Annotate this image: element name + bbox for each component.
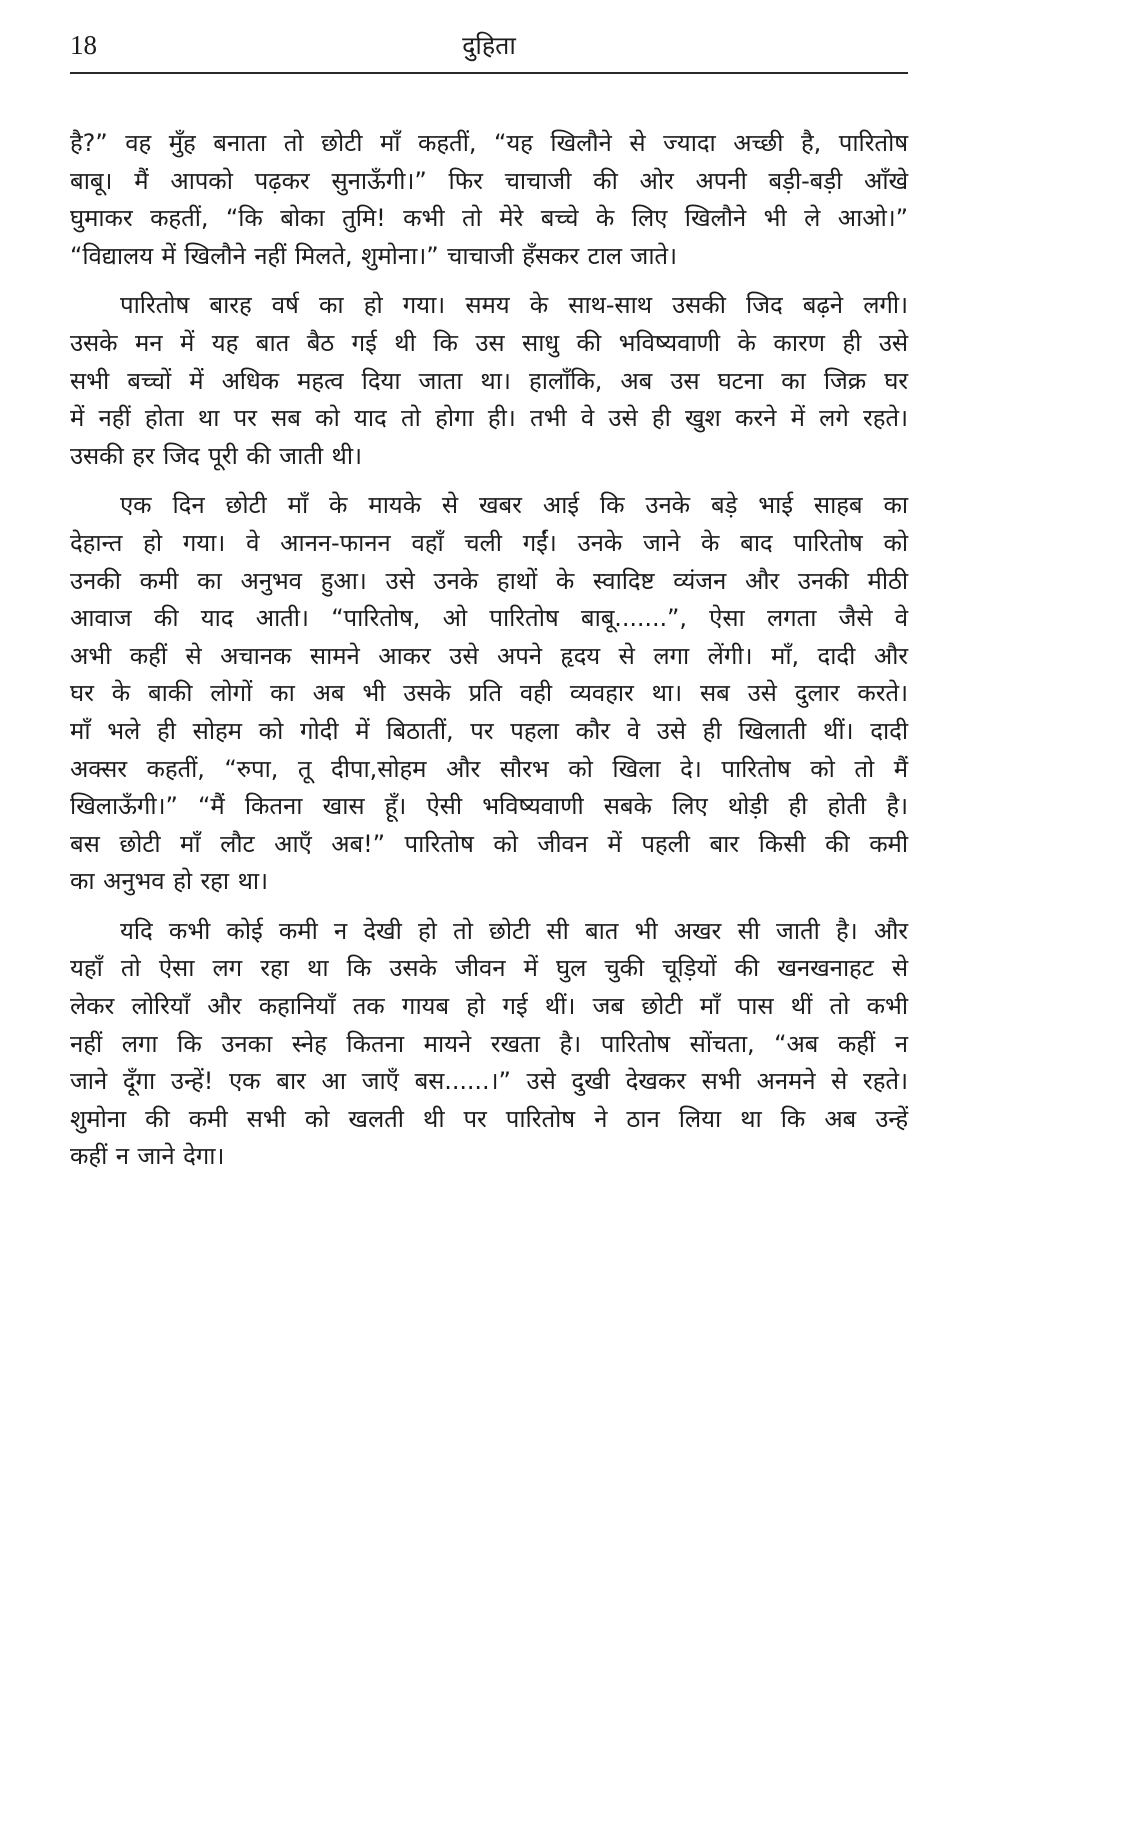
text-line: यहाँ तो ऐसा लग रहा था कि उसके जीवन में घुल चुकी चूड़ियों की खनखनाहट से xyxy=(70,954,908,983)
text-line: अभी कहीं से अचानक सामने आकर उसे अपने हृदय से लगा लेंगी। माँ, दादी और xyxy=(70,641,908,670)
text-line: सभी बच्चों में अधिक महत्व दिया जाता था। हालाँकि, अब उस घटना का जिक्र घर xyxy=(70,366,908,395)
text-line: जाने दूँगा उन्हें! एक बार आ जाएँ बस......।” उसे दुखी देखकर सभी अनमने से रहते। xyxy=(70,1067,908,1096)
text-line: कहीं न जाने देगा। xyxy=(70,1142,225,1171)
header-rule xyxy=(70,72,908,74)
text-line: आवाज की याद आती। “पारितोष, ओ पारितोष बाबू.......”, ऐसा लगता जैसे वे xyxy=(70,604,908,633)
page-header xyxy=(70,26,908,72)
text-line: पारितोष बारह वर्ष का हो गया। समय के साथ-साथ उसकी जिद बढ़ने लगी। xyxy=(120,291,908,320)
text-line: में नहीं होता था पर सब को याद तो होगा ही। तभी वे उसे ही खुश करने में लगे रहते। xyxy=(70,404,908,433)
text-line: घुमाकर कहतीं, “कि बोका तुमि! कभी तो मेरे बच्चे के लिए खिलौने भी ले आओ।” xyxy=(70,204,908,233)
paragraph xyxy=(70,125,908,275)
text-line: खिलाऊँगी।” “मैं कितना खास हूँ। ऐसी भविष्यवाणी सबके लिए थोड़ी ही होती है। xyxy=(70,792,908,821)
text-line: घर के बाकी लोगों का अब भी उसके प्रति वही व्यवहार था। सब उसे दुलार करते। xyxy=(70,679,908,708)
page-number: 18 xyxy=(70,30,97,60)
text-line: है?” वह मुँह बनाता तो छोटी माँ कहतीं, “यह खिलौने से ज्यादा अच्छी है, पारितोष xyxy=(70,129,908,157)
text-line: यदि कभी कोई कमी न देखी हो तो छोटी सी बात भी अखर सी जाती है। और xyxy=(120,916,908,945)
text-line: एक दिन छोटी माँ के मायके से खबर आई कि उनके बड़े भाई साहब का xyxy=(120,491,908,520)
text-line: बाबू। मैं आपको पढ़कर सुनाऊँगी।” फिर चाचाजी की ओर अपनी बड़ी-बड़ी आँखे xyxy=(70,166,908,195)
text-line: का अनुभव हो रहा था। xyxy=(70,867,269,896)
text-line: अक्सर कहतीं, “रुपा, तू दीपा,सोहम और सौरभ को खिला दे। पारितोष को तो मैं xyxy=(70,754,908,783)
text-line: देहान्त हो गया। वे आनन-फानन वहाँ चली गईं। उनके जाने के बाद पारितोष को xyxy=(70,528,908,557)
text-line: नहीं लगा कि उनका स्नेह कितना मायने रखता है। पारितोष सोंचता, “अब कहीं न xyxy=(70,1029,908,1058)
text-line: माँ भले ही सोहम को गोदी में बिठातीं, पर पहला कौर वे उसे ही खिलाती थीं। दादी xyxy=(70,716,908,745)
text-line: उसके मन में यह बात बैठ गई थी कि उस साधु की भविष्यवाणी के कारण ही उसे xyxy=(70,328,909,357)
body-text xyxy=(70,125,908,1188)
paragraph xyxy=(70,487,908,901)
paragraph xyxy=(70,287,908,475)
text-line: लेकर लोरियाँ और कहानियाँ तक गायब हो गई थीं। जब छोटी माँ पास थीं तो कभी xyxy=(70,992,908,1021)
text-line: उसकी हर जिद पूरी की जाती थी। xyxy=(70,441,363,470)
text-line: शुमोना की कमी सभी को खलती थी पर पारितोष ने ठान लिया था कि अब उन्हें xyxy=(70,1104,908,1133)
paragraph xyxy=(70,913,908,1176)
text-line: “विद्यालय में खिलौने नहीं मिलते, शुमोना।” चाचाजी हँसकर टाल जाते। xyxy=(70,241,678,270)
running-title: दुहिता xyxy=(462,31,516,60)
text-line: बस छोटी माँ लौट आएँ अब!” पारितोष को जीवन में पहली बार किसी की कमी xyxy=(70,829,908,858)
text-line: उनकी कमी का अनुभव हुआ। उसे उनके हाथों के स्वादिष्ट व्यंजन और उनकी मीठी xyxy=(70,566,908,595)
